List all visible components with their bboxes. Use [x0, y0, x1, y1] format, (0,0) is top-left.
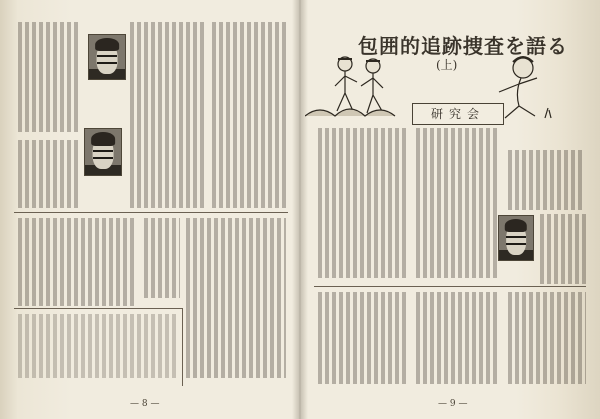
portrait-photo-right [498, 215, 534, 261]
text-column [18, 140, 78, 208]
divider-line [14, 212, 288, 213]
text-column [318, 128, 408, 278]
text-column [416, 292, 500, 384]
text-column [540, 214, 586, 284]
text-column [18, 218, 136, 306]
section-banner: 研究会 [412, 103, 504, 125]
colophon-block [18, 314, 178, 378]
left-page [0, 0, 298, 419]
text-column [508, 292, 586, 384]
text-column [186, 218, 286, 378]
divider-line [14, 308, 182, 309]
text-column [416, 128, 500, 278]
text-column [318, 292, 408, 384]
text-column [212, 22, 286, 208]
portrait-photo-top [88, 34, 126, 80]
article-title: 包囲的追跡捜査を語る [358, 34, 568, 58]
text-column [508, 150, 584, 210]
divider-line [182, 308, 183, 386]
text-column [130, 22, 206, 208]
divider-line [314, 286, 586, 287]
text-column [144, 218, 180, 298]
page-number-right: — 9 — [438, 399, 468, 409]
article-part-label: (上) [436, 58, 458, 72]
text-column [18, 22, 78, 132]
page-number-left: — 8 — [130, 399, 160, 409]
portrait-photo-middle [84, 128, 122, 176]
